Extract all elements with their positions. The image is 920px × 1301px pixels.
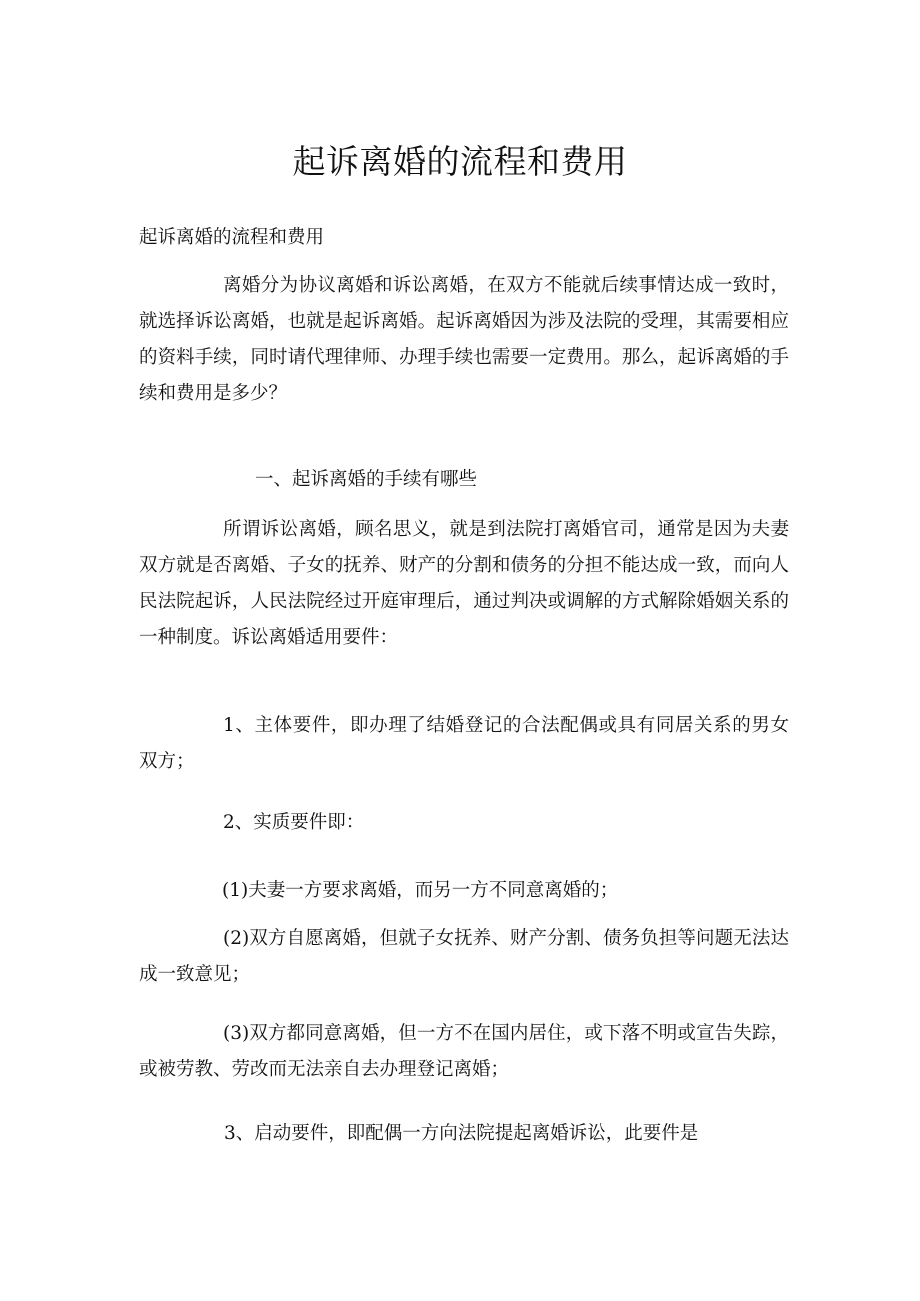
sub-item-1: (1)夫妻一方要求离婚，而另一方不同意离婚的； <box>222 880 619 901</box>
paragraph-intro: 离婚分为协议离婚和诉讼离婚，在双方不能就后续事情达成一致时，就选择诉讼离婚，也就是起诉离婚。起诉离婚因为涉及法院的受理，其需要相应的资料手续，同时请代理律师、办理手续也需要一定费用。那么，起诉离婚的手续和费用是多少？ <box>139 275 789 404</box>
paragraph-definition: 所谓诉讼离婚，顾名思义，就是到法院打离婚官司，通常是因为夫妻双方就是否离婚、子女的抚养、财产的分割和债务的分担不能达成一致，而向人民法院起诉，人民法院经过开庭审理后，通过判决或调解的方式解除婚姻关系的一种制度。诉讼离婚适用要件： <box>139 519 789 648</box>
document-subtitle: 起诉离婚的流程和费用 <box>139 227 325 248</box>
document-title: 起诉离婚的流程和费用 <box>292 142 628 181</box>
list-item-1: 1、主体要件，即办理了结婚登记的合法配偶或具有同居关系的男女双方； <box>139 715 789 772</box>
list-item-2: 2、实质要件即： <box>223 812 365 833</box>
sub-item-2: (2)双方自愿离婚，但就子女抚养、财产分割、债务负担等问题无法达成一致意见； <box>139 928 789 985</box>
section-heading-1: 一、起诉离婚的手续有哪些 <box>255 469 478 490</box>
sub-item-3: (3)双方都同意离婚，但一方不在国内居住，或下落不明或宣告失踪，或被劳教、劳改而无法亲自去办理登记离婚； <box>139 1023 789 1080</box>
list-item-3: 3、启动要件，即配偶一方向法院提起离婚诉讼，此要件是 <box>224 1123 699 1144</box>
